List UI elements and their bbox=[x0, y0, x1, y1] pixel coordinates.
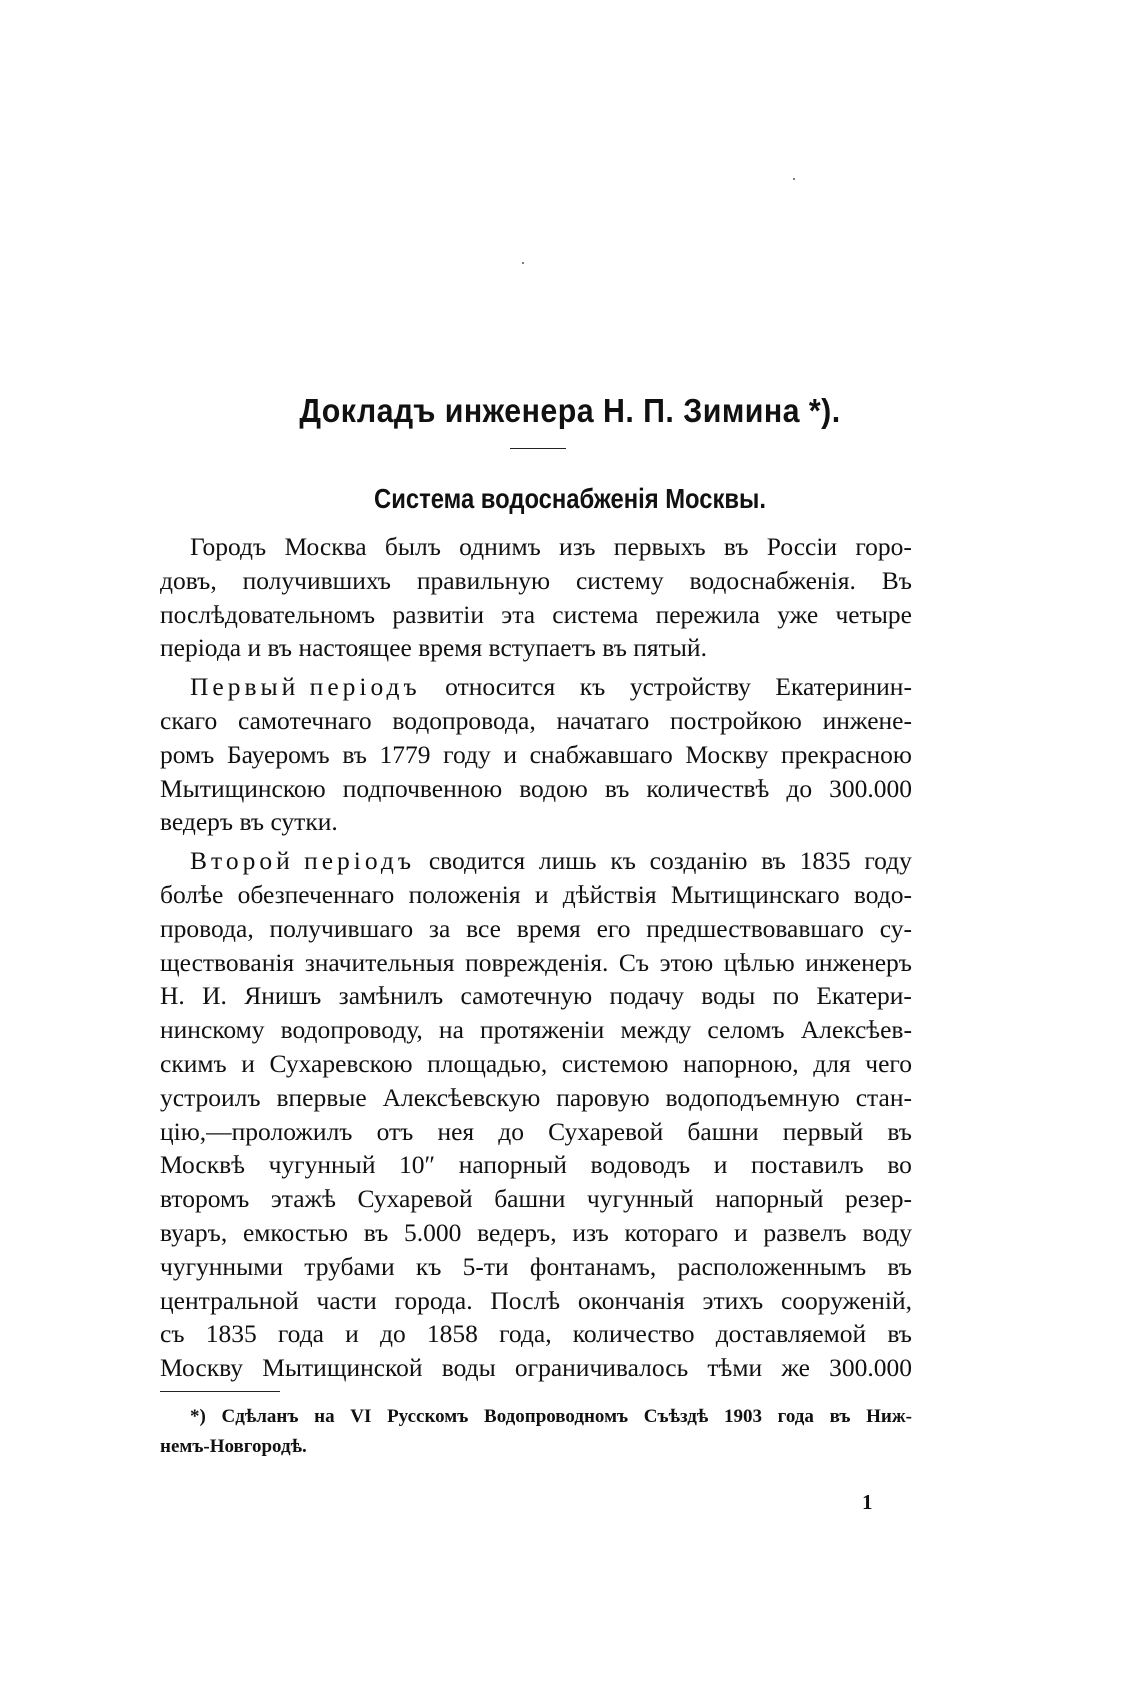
word: время bbox=[516, 913, 581, 943]
text-line bbox=[160, 1351, 912, 1385]
report-title: Докладъ инженера Н. П. Зимина *). bbox=[299, 392, 841, 429]
word: въ bbox=[887, 1251, 912, 1281]
word: въ bbox=[604, 773, 630, 803]
text-line bbox=[160, 704, 912, 738]
word: впервые bbox=[276, 1082, 367, 1112]
word: чугунными bbox=[160, 1251, 283, 1281]
word: изъ bbox=[559, 532, 596, 561]
word: начатаго bbox=[556, 705, 650, 735]
word: ществованія bbox=[160, 947, 295, 977]
word: Русскомъ bbox=[387, 1406, 469, 1427]
word: въ bbox=[723, 532, 749, 561]
word: Н. bbox=[160, 981, 185, 1011]
text-line bbox=[160, 1047, 912, 1081]
word: Мытищинской bbox=[262, 1353, 423, 1383]
word: прекрасною bbox=[781, 739, 912, 769]
word: 10″ bbox=[399, 1150, 436, 1180]
word: чугунный bbox=[268, 1150, 376, 1180]
word: систему bbox=[575, 565, 664, 595]
word: инжене- bbox=[822, 705, 912, 735]
text-line bbox=[160, 1115, 912, 1149]
word: же bbox=[781, 1353, 810, 1383]
word: количествѣ bbox=[646, 773, 770, 803]
word: Ниж- bbox=[866, 1406, 912, 1427]
word: резер- bbox=[844, 1184, 912, 1214]
text-line bbox=[160, 564, 912, 598]
word: провода, bbox=[160, 913, 254, 943]
text-line bbox=[160, 1317, 912, 1351]
word: и bbox=[713, 1150, 728, 1180]
word: скаго bbox=[160, 705, 218, 735]
word: водопровода, bbox=[392, 705, 536, 735]
word: башни bbox=[687, 1116, 759, 1146]
word: трубами bbox=[304, 1251, 395, 1281]
word: Янишъ bbox=[244, 981, 322, 1011]
word: созданію bbox=[649, 846, 748, 876]
word: 5-ти bbox=[462, 1251, 509, 1281]
word: расположеннымъ bbox=[677, 1251, 867, 1281]
word: значительныя bbox=[304, 947, 455, 977]
word: во bbox=[887, 1150, 912, 1180]
word: 1835 bbox=[205, 1319, 257, 1349]
word: вуаръ, bbox=[160, 1217, 228, 1247]
word: Сухаревой bbox=[357, 1184, 473, 1214]
word: устроилъ bbox=[160, 1082, 261, 1112]
word: Москву bbox=[685, 739, 769, 769]
word: VI bbox=[350, 1406, 372, 1427]
word: въ bbox=[363, 1217, 389, 1247]
word: Съѣздѣ bbox=[643, 1406, 709, 1427]
word: въ bbox=[887, 1116, 912, 1146]
word: предшествовавшаго bbox=[646, 913, 864, 943]
word: поставилъ bbox=[751, 1150, 864, 1180]
word: Водопроводномъ bbox=[484, 1406, 629, 1427]
word: изъ bbox=[572, 1217, 609, 1247]
word: однимъ bbox=[459, 532, 541, 561]
word: 300.000 bbox=[829, 1353, 912, 1383]
word: и bbox=[534, 879, 549, 909]
text-line: ведеръ въ сутки. bbox=[160, 807, 338, 837]
period-lead: Второй періодъ bbox=[190, 846, 416, 876]
title-divider bbox=[510, 448, 566, 449]
word: котораго bbox=[624, 1217, 719, 1247]
word: въ bbox=[887, 1319, 912, 1349]
word: года bbox=[777, 1406, 814, 1427]
word: подачу bbox=[609, 981, 684, 1011]
word: 5.000 bbox=[404, 1217, 462, 1247]
word: цію,—проложилъ bbox=[160, 1116, 353, 1146]
word: самотечнаго bbox=[237, 705, 372, 735]
text-line bbox=[160, 1284, 912, 1318]
word: правильную bbox=[416, 565, 551, 595]
text-line bbox=[160, 1182, 912, 1216]
word: къ bbox=[610, 846, 636, 876]
word: обезпеченнаго bbox=[237, 879, 395, 909]
word: сооруженій, bbox=[780, 1285, 912, 1315]
word: напорный bbox=[715, 1184, 824, 1214]
text-line bbox=[160, 738, 912, 772]
word: Москва bbox=[284, 532, 367, 561]
text-line bbox=[160, 598, 912, 632]
word: доставляемой bbox=[715, 1319, 867, 1349]
word: Сухаревой bbox=[548, 1116, 664, 1146]
word: 300.000 bbox=[829, 773, 912, 803]
word: Россіи bbox=[766, 532, 838, 561]
word: нея bbox=[437, 1116, 475, 1146]
word: водоводъ bbox=[590, 1150, 691, 1180]
word: водо- bbox=[853, 879, 912, 909]
word: поврежденія. bbox=[465, 947, 609, 977]
word: цѣлью bbox=[723, 947, 795, 977]
word: съ bbox=[160, 1319, 185, 1349]
word: воды bbox=[701, 981, 756, 1011]
word: водою bbox=[519, 773, 588, 803]
word: системою bbox=[561, 1048, 669, 1078]
word: нинскому bbox=[160, 1015, 265, 1045]
word: чугунный bbox=[586, 1184, 694, 1214]
word: четыре bbox=[835, 599, 912, 629]
word: постройкою bbox=[670, 705, 802, 735]
word: до bbox=[498, 1116, 524, 1146]
word: снабжавшаго bbox=[529, 739, 673, 769]
word: получившаго bbox=[269, 913, 414, 943]
word: первый bbox=[782, 1116, 864, 1146]
word: положенія bbox=[408, 879, 521, 909]
word: 1903 bbox=[723, 1406, 762, 1427]
word: инженеръ bbox=[805, 947, 912, 977]
word: Мытищинскаго bbox=[670, 879, 840, 909]
page-number: 1 bbox=[862, 1490, 873, 1514]
word: Съ bbox=[618, 947, 650, 977]
word: послѣдовательномъ bbox=[160, 599, 376, 629]
word: Екатери- bbox=[816, 981, 912, 1011]
word: развелъ bbox=[763, 1217, 847, 1247]
word: подпочвенною bbox=[342, 773, 503, 803]
word: все bbox=[466, 913, 501, 943]
word: ограничивалось bbox=[514, 1353, 689, 1383]
word: напорною, bbox=[683, 1048, 799, 1078]
word: въ bbox=[342, 739, 367, 769]
footnote-line: немъ-Новгородѣ. bbox=[160, 1436, 307, 1457]
section-heading: Система водоснабженія Москвы. bbox=[374, 483, 766, 514]
period-lead: Первый періодъ bbox=[190, 672, 421, 702]
word: Сдѣланъ bbox=[221, 1406, 299, 1427]
word: этажѣ bbox=[270, 1184, 336, 1214]
word: года, bbox=[499, 1319, 552, 1349]
word: и bbox=[503, 739, 517, 769]
word: водоподъемную bbox=[665, 1082, 840, 1112]
word: былъ bbox=[384, 532, 441, 561]
text-line bbox=[160, 772, 912, 806]
word: Москвѣ bbox=[160, 1150, 246, 1180]
word: на bbox=[314, 1406, 335, 1427]
word: пережила bbox=[655, 599, 760, 629]
word: горо- bbox=[855, 532, 912, 561]
word: окончанія bbox=[577, 1285, 685, 1315]
print-speck bbox=[793, 178, 795, 180]
word: *) bbox=[190, 1406, 206, 1427]
word: Городъ bbox=[190, 532, 267, 561]
word: второмъ bbox=[160, 1184, 250, 1214]
word: и bbox=[345, 1319, 359, 1349]
text-line bbox=[160, 530, 912, 564]
word: его bbox=[596, 913, 631, 943]
word: относится bbox=[445, 672, 556, 702]
word: въ bbox=[829, 1406, 851, 1427]
word: и bbox=[733, 1217, 748, 1247]
word: для bbox=[813, 1048, 851, 1078]
word: первыхъ bbox=[613, 532, 706, 561]
word: до bbox=[786, 773, 813, 803]
text-line: періода и въ настоящее время вступаетъ въ пятый. bbox=[160, 633, 707, 663]
word: протяженіи bbox=[480, 1015, 605, 1045]
word: Алексѣевскую bbox=[382, 1082, 541, 1112]
text-line bbox=[160, 912, 912, 946]
word: ромъ bbox=[160, 739, 215, 769]
word: до bbox=[380, 1319, 406, 1349]
word: за bbox=[428, 913, 451, 943]
word: Мытищинскою bbox=[160, 773, 326, 803]
word: Послѣ bbox=[490, 1285, 561, 1315]
text-line bbox=[160, 878, 912, 912]
word: отъ bbox=[376, 1116, 414, 1146]
word: между bbox=[620, 1015, 692, 1045]
text-line bbox=[160, 1216, 912, 1250]
word: Москву bbox=[160, 1353, 244, 1383]
footnote-line bbox=[160, 1402, 912, 1432]
word: Екатеринин- bbox=[775, 672, 912, 702]
word: болѣе bbox=[160, 879, 224, 909]
word: замѣнилъ bbox=[338, 981, 444, 1011]
word: этою bbox=[659, 947, 714, 977]
text-line bbox=[160, 1250, 912, 1284]
word: Сухаревскою bbox=[269, 1048, 413, 1078]
word: количество bbox=[572, 1319, 695, 1349]
print-speck bbox=[522, 262, 524, 264]
word: города. bbox=[394, 1285, 473, 1315]
footnote bbox=[160, 1402, 912, 1462]
text-line bbox=[160, 844, 912, 878]
text-line bbox=[160, 979, 912, 1013]
word: напорный bbox=[458, 1150, 567, 1180]
word: ведеръ, bbox=[477, 1217, 557, 1247]
word: воды bbox=[441, 1353, 496, 1383]
word: паровую bbox=[556, 1082, 650, 1112]
word: чего bbox=[865, 1048, 912, 1078]
word: фонтанамъ, bbox=[529, 1251, 657, 1281]
word: эта bbox=[501, 599, 536, 629]
word: Алексѣев- bbox=[800, 1015, 912, 1045]
word: года bbox=[277, 1319, 324, 1349]
word: водопроводу, bbox=[280, 1015, 423, 1045]
word: сводится bbox=[428, 846, 526, 876]
word: центральной bbox=[160, 1285, 299, 1315]
text-line bbox=[160, 1081, 912, 1115]
word: по bbox=[772, 981, 800, 1011]
word: система bbox=[552, 599, 639, 629]
word: емкостью bbox=[242, 1217, 349, 1247]
text-line bbox=[160, 1148, 912, 1182]
word: устройству bbox=[629, 672, 751, 702]
word: самотечную bbox=[460, 981, 593, 1011]
word: воду bbox=[862, 1217, 912, 1247]
word: 1835 bbox=[799, 846, 851, 876]
word: на bbox=[438, 1015, 464, 1045]
body-text bbox=[160, 530, 912, 1385]
word: къ bbox=[415, 1251, 442, 1281]
word: части bbox=[316, 1285, 377, 1315]
word: тѣми bbox=[707, 1353, 763, 1383]
word: лишь bbox=[538, 846, 597, 876]
word: площадью, bbox=[427, 1048, 548, 1078]
word: году bbox=[864, 846, 912, 876]
word: скимъ bbox=[160, 1048, 227, 1078]
word: И. bbox=[202, 981, 227, 1011]
word: селомъ bbox=[707, 1015, 785, 1045]
word: башни bbox=[494, 1184, 566, 1214]
word: въ bbox=[761, 846, 786, 876]
word: къ bbox=[579, 672, 606, 702]
word: водоснабженія. bbox=[689, 565, 856, 595]
text-line bbox=[160, 670, 912, 704]
word: этихъ bbox=[702, 1285, 764, 1315]
word: году bbox=[443, 739, 491, 769]
word: уже bbox=[777, 599, 819, 629]
text-line bbox=[160, 1013, 912, 1047]
word: дѣйствія bbox=[562, 879, 657, 909]
word: 1858 bbox=[426, 1319, 478, 1349]
word: Въ bbox=[881, 565, 912, 595]
word: довъ, bbox=[160, 565, 217, 595]
word: и bbox=[241, 1048, 255, 1078]
word: Бауеромъ bbox=[226, 739, 330, 769]
word: 1779 bbox=[379, 739, 431, 769]
word: получившихъ bbox=[242, 565, 391, 595]
word: развитіи bbox=[392, 599, 485, 629]
footnote-divider bbox=[160, 1391, 280, 1392]
word: стан- bbox=[855, 1082, 912, 1112]
text-line bbox=[160, 946, 912, 980]
word: су- bbox=[879, 913, 912, 943]
